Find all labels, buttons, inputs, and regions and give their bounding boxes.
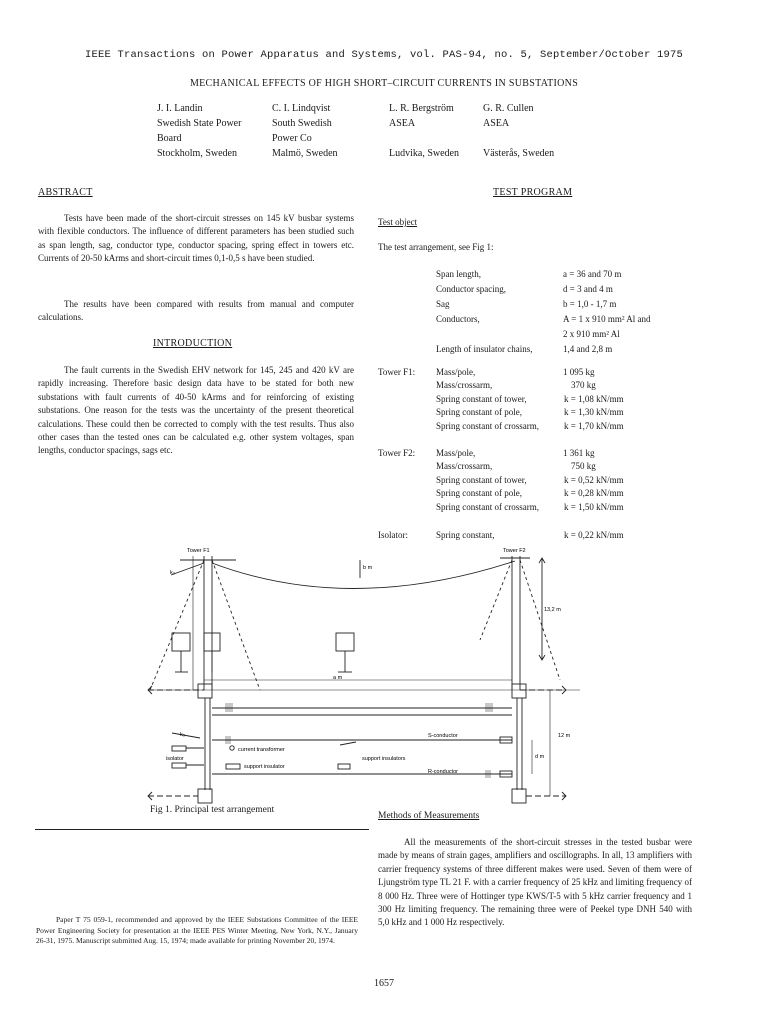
- spec-value: 750 kg: [571, 461, 596, 472]
- figure-caption: Fig 1. Principal test arrangement: [150, 805, 275, 815]
- param-label: Length of insulator chains,: [436, 344, 533, 354]
- s-conductor-label: S-conductor: [428, 733, 458, 739]
- param-value: A = 1 x 910 mm² Al and: [563, 314, 651, 324]
- tower-f2-label: Tower F2:: [378, 448, 416, 458]
- spec-label: Spring constant of pole,: [436, 488, 522, 499]
- spec-label: Spring constant of crossarm,: [436, 501, 539, 512]
- k3-label: k₃: [180, 732, 185, 738]
- k2-label: k₂: [170, 570, 175, 576]
- footnote: Paper T 75 059-1, recommended and approved by the IEEE Substations Committee of the IEEE Power Engineering Society for presentation at the IEEE PES Winter Meeting, New York, N.Y., January 26-31, 1975. Manuscript submitted Aug. 15, 1974; made available for printing November 20, 1974.: [36, 915, 358, 945]
- author-location: Västerås, Sweden: [483, 148, 555, 159]
- spec-value: 1 095 kg: [563, 367, 595, 377]
- author-affiliation: Swedish State Power: [157, 118, 242, 129]
- r-conductor-label: R-conductor: [428, 769, 458, 775]
- sag-label: b m: [363, 565, 373, 571]
- spec-label: Spring constant of pole,: [436, 407, 522, 418]
- spec-value: k = 0,28 kN/mm: [564, 488, 624, 499]
- param-value: 2 x 910 mm² Al: [563, 329, 620, 339]
- param-label: Conductor spacing,: [436, 284, 506, 294]
- abstract-heading: ABSTRACT: [38, 187, 93, 198]
- isolator-spec-label: Spring constant,: [436, 530, 495, 540]
- tower-f1-label: Tower F1:: [378, 367, 416, 377]
- param-value: a = 36 and 70 m: [563, 269, 622, 279]
- methods-heading: Methods of Measurements: [378, 811, 480, 821]
- tower-f2-fig-label: Tower F2: [503, 548, 526, 554]
- spec-label: Mass/pole,: [436, 367, 476, 377]
- param-value: d = 3 and 4 m: [563, 284, 613, 294]
- spec-label: Mass/pole,: [436, 448, 476, 458]
- spec-label: Spring constant of tower,: [436, 393, 527, 404]
- tower-f1-plan: [198, 684, 212, 698]
- param-value: b = 1,0 - 1,7 m: [563, 299, 617, 309]
- width-label: 12 m: [558, 733, 571, 739]
- support-insulators-label: support insulators: [362, 756, 406, 762]
- tower-f2-plan: [512, 684, 526, 698]
- span-label: a m: [333, 675, 343, 681]
- spec-label: Spring constant of tower,: [436, 474, 527, 485]
- author-affiliation: ASEA: [389, 118, 416, 129]
- test-program-heading: TEST PROGRAM: [493, 187, 573, 198]
- spec-value: 1 361 kg: [563, 448, 595, 458]
- author-block: [157, 101, 241, 161]
- author-affiliation: Board: [157, 133, 182, 144]
- k2-spring: [171, 563, 204, 575]
- isolator-spec-value: k = 0,22 kN/mm: [564, 530, 624, 540]
- abstract-paragraph: The results have been compared with results from manual and computer calculations.: [38, 299, 354, 323]
- spec-label: Mass/crossarm,: [436, 380, 493, 391]
- test-object-subheading: Test object: [378, 217, 418, 227]
- param-label: Span length,: [436, 269, 481, 279]
- author-name: L. R. Bergström: [389, 103, 454, 114]
- abstract-paragraph: Tests have been made of the short-circuit stresses on 145 kV busbar systems with flexible conductors. The influence of different parameters has been studied such as span length, sag, conductor type, conductor spacing, spring effect in towers etc. Currents of 20-50 kArms and short-circuit times 0,1-0,5 s have been studied.: [38, 213, 354, 264]
- param-label: Sag: [436, 299, 450, 309]
- spec-label: Mass/crossarm,: [436, 461, 493, 472]
- support-insulator-label: support insulator: [244, 764, 285, 770]
- isolator-fig-label: isolator: [166, 756, 184, 762]
- current-transformer-label: current transformer: [238, 747, 285, 753]
- author-affiliation: ASEA: [483, 118, 510, 129]
- author-location: Ludvika, Sweden: [389, 148, 459, 159]
- param-label: Conductors,: [436, 314, 480, 324]
- spacing-label: d m: [535, 754, 545, 760]
- test-arrangement-figure: [0, 540, 768, 810]
- author-location: Stockholm, Sweden: [157, 148, 237, 159]
- introduction-paragraph: The fault currents in the Swedish EHV network for 145, 245 and 420 kV are rapidly increasing. Therefore basic design data have to be stated for both new substations with fault currents of 40-50 kArms and for reinforcing of existing substations. One reason for the tests was the uncertainty of the present theoretical calculations. These could then be corrected to comply with the test results. Thus also other cases than the tested ones can be calculated e.g. other system voltages, span lengths, conductor spacings, sags etc.: [38, 365, 354, 456]
- author-block: [272, 101, 338, 161]
- author-spacer: [483, 131, 554, 146]
- spec-value: 370 kg: [571, 380, 596, 391]
- author-name: G. R. Cullen: [483, 103, 534, 114]
- page-number: 1657: [374, 978, 394, 989]
- footnote-divider: [35, 829, 369, 830]
- author-block: [483, 101, 554, 161]
- author-name: J. I. Landin: [157, 103, 203, 114]
- spec-value: k = 1,50 kN/mm: [564, 501, 624, 512]
- paper-title: MECHANICAL EFFECTS OF HIGH SHORT–CIRCUIT CURRENTS IN SUBSTATIONS: [189, 78, 579, 89]
- author-affiliation: Power Co: [272, 133, 312, 144]
- author-block: [389, 101, 459, 161]
- introduction-heading: INTRODUCTION: [153, 338, 233, 349]
- param-value: 1,4 and 2,8 m: [563, 344, 613, 354]
- methods-paragraph: All the measurements of the short-circuit stresses in the tested busbar were made by means of strain gages, amplifiers and oscillographs. In all, 13 amplifiers with carrier frequency systems of three different makes were used. Seven of them were of Ljungström type TL 21 F. with a carrier frequency of 25 kHz and limiting frequency of 8 000 Hz. Three were of Hottinger type KWS/T-5 with 5 kHz carrier frequency and 1 300 Hz limiting frequency. The remaining three were of Peekel type DNH 540 with 5,0 kHz and 1 000 Hz respectively.: [378, 837, 692, 928]
- journal-line: IEEE Transactions on Power Apparatus and Systems, vol. PAS-94, no. 5, September/October 1975: [84, 49, 684, 61]
- spec-value: k = 1,70 kN/mm: [564, 420, 624, 431]
- spec-value: k = 0,52 kN/mm: [564, 474, 624, 485]
- author-location: Malmö, Sweden: [272, 148, 338, 159]
- height-label: 13,2 m: [544, 607, 561, 613]
- author-affiliation: South Swedish: [272, 118, 332, 129]
- tower-f1-fig-label: Tower F1: [187, 548, 210, 554]
- spec-value: k = 1,30 kN/mm: [564, 407, 624, 418]
- spec-value: k = 1,08 kN/mm: [564, 393, 624, 404]
- spec-label: Spring constant of crossarm,: [436, 420, 539, 431]
- author-spacer: [389, 131, 459, 146]
- author-name: C. I. Lindqvist: [272, 103, 331, 114]
- test-intro: The test arrangement, see Fig 1:: [378, 242, 494, 252]
- isolator-label: Isolator:: [378, 530, 408, 540]
